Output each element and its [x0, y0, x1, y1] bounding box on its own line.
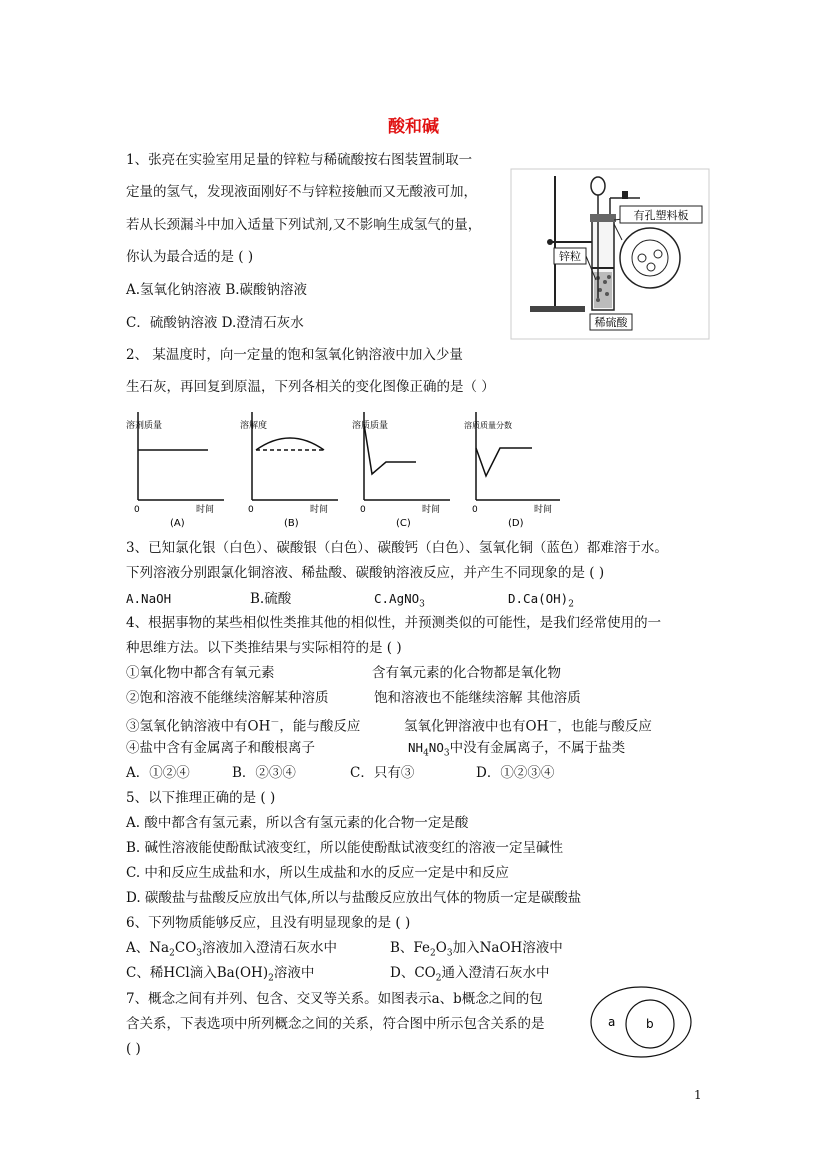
q4-item-4-conclusion: $NH_4NO_3$中没有金属离子，不属于盐类 — [408, 740, 626, 759]
label-dilute-acid: 稀硫酸 — [594, 316, 628, 329]
graph-b-xlabel: 时间 — [310, 505, 329, 515]
q6-stem: 6、下列物质能够反应，且没有明显现象的是 ( ) — [126, 915, 411, 931]
graph-d-origin: 0 — [472, 505, 478, 515]
q3-line-1: 3、已知氯化银（白色）、碳酸银（白色）、碳酸钙（白色）、氢氧化铜（蓝色）都难溶于水。 — [126, 540, 668, 556]
q1-line-3: 若从长颈漏斗中加入适量下列试剂,又不影响生成氢气的量， — [126, 217, 482, 233]
q1-line-2: 定量的氢气，发现液面刚好不与锌粒接触而又无酸液可加， — [126, 184, 477, 200]
q4-item-3-conclusion: 氢氧化钾溶液中也有OH－，也能与酸反应 — [404, 718, 652, 735]
q6-option-c: C、稀HCl滴入$Ba(OH)_2$溶液中 — [126, 965, 315, 984]
q1-options-ab: A.氢氧化钠溶液 B.碳酸钠溶液 — [126, 282, 308, 298]
q6-option-a: A、$Na_2CO_3$溶液加入澄清石灰水中 — [126, 940, 337, 959]
q2-line-1: 2、 某温度时，向一定量的饱和氢氧化钠溶液中加入少量 — [126, 347, 463, 363]
q3-option-b: B.硫酸 — [250, 591, 292, 607]
q1-options-cd: C．硫酸钠溶液 D.澄清石灰水 — [126, 315, 304, 331]
q4-line-1: 4、根据事物的某些相似性类推其他的相似性，并预测类似的可能性，是我们经常使用的一 — [126, 615, 662, 631]
q7-line-3: ( ) — [126, 1041, 141, 1057]
q4-option-b: B．②③④ — [232, 765, 296, 781]
graph-c-origin: 0 — [360, 505, 366, 515]
q1-line-4: 你认为最合适的是 ( ) — [126, 249, 254, 265]
q5-option-a: A. 酸中都含有氢元素，所以含有氢元素的化合物一定是酸 — [126, 815, 469, 831]
graph-a-ylabel: 溶剂质量 — [126, 421, 163, 431]
q4-item-3-premise: ③氢氧化钠溶液中有OH－，能与酸反应 — [126, 718, 361, 735]
q7-line-1: 7、概念之间有并列、包含、交叉等关系。如图表示a、b概念之间的包 — [126, 991, 543, 1007]
graph-b-origin: 0 — [248, 505, 254, 515]
q3-option-d: $D.Ca(OH)_2$ — [508, 591, 574, 610]
q4-item-4-premise: ④盐中含有金属离子和酸根离子 — [126, 740, 315, 756]
q2-graphs — [124, 404, 560, 532]
q4-line-2: 种思维方法。以下类推结果与实际相符的是 ( ) — [126, 640, 402, 656]
graph-a-xlabel: 时间 — [196, 505, 215, 515]
venn-diagram — [588, 984, 694, 1060]
q4-option-c: C．只有③ — [350, 765, 415, 781]
graph-a-origin: 0 — [134, 505, 140, 515]
page-title: 酸和碱 — [388, 117, 439, 137]
q3-option-a: A.NaOH — [126, 591, 172, 606]
graph-b-ylabel: 溶解度 — [240, 421, 268, 431]
graph-d-ylabel: 溶质质量分数 — [464, 421, 512, 430]
q3-option-c: C.AgNO$_3$ — [374, 591, 425, 610]
q5-option-c: C. 中和反应生成盐和水，所以生成盐和水的反应一定是中和反应 — [126, 865, 509, 881]
graph-c-ylabel: 溶质质量 — [352, 421, 389, 431]
q4-option-a: A．①②④ — [126, 765, 190, 781]
graph-d-xlabel: 时间 — [534, 505, 553, 515]
q4-item-2-conclusion: 饱和溶液也不能继续溶解 其他溶质 — [374, 690, 581, 706]
q5-option-b: B. 碱性溶液能使酚酞试液变红，所以能使酚酞试液变红的溶液一定呈碱性 — [126, 840, 564, 856]
q4-option-d: D．①②③④ — [476, 765, 555, 781]
venn-label-b: b — [646, 1017, 654, 1031]
q4-item-1-conclusion: 含有氧元素的化合物都是氧化物 — [372, 665, 561, 681]
q5-option-d: D. 碳酸盐与盐酸反应放出气体,所以与盐酸反应放出气体的物质一定是碳酸盐 — [126, 890, 582, 906]
q4-item-1-premise: ①氧化物中都含有氧元素 — [126, 665, 275, 681]
q7-line-2: 含关系，下表选项中所列概念之间的关系，符合图中所示包含关系的是 — [126, 1016, 545, 1032]
q4-item-2-premise: ②饱和溶液不能继续溶解某种溶质 — [126, 690, 329, 706]
graph-a-tag: (A) — [170, 518, 185, 529]
q6-option-b: B、$Fe_2O_3$加入NaOH溶液中 — [390, 940, 563, 959]
q5-stem: 5、以下推理正确的是 ( ) — [126, 790, 276, 806]
graph-b-tag: (B) — [284, 518, 299, 529]
q3-line-2: 下列溶液分别跟氯化铜溶液、稀盐酸、碳酸钠溶液反应，并产生不同现象的是 ( ) — [126, 565, 605, 581]
label-plastic-plate: 有孔塑料板 — [633, 209, 689, 222]
q2-line-2: 生石灰，再回复到原温，下列各相关的变化图像正确的是（ ） — [126, 379, 495, 395]
graph-c-xlabel: 时间 — [422, 505, 441, 515]
q6-option-d: D、$CO_2$通入澄清石灰水中 — [390, 965, 550, 984]
venn-label-a: a — [608, 1015, 616, 1029]
label-zinc: 锌粒 — [559, 250, 581, 263]
page-number: 1 — [694, 1088, 702, 1102]
graph-d-tag: (D) — [508, 518, 524, 529]
q1-line-1: 1、张亮在实验室用足量的锌粒与稀硫酸按右图装置制取一 — [126, 152, 473, 168]
graph-c-tag: (C) — [396, 518, 411, 529]
hydrogen-apparatus-figure — [510, 168, 710, 340]
